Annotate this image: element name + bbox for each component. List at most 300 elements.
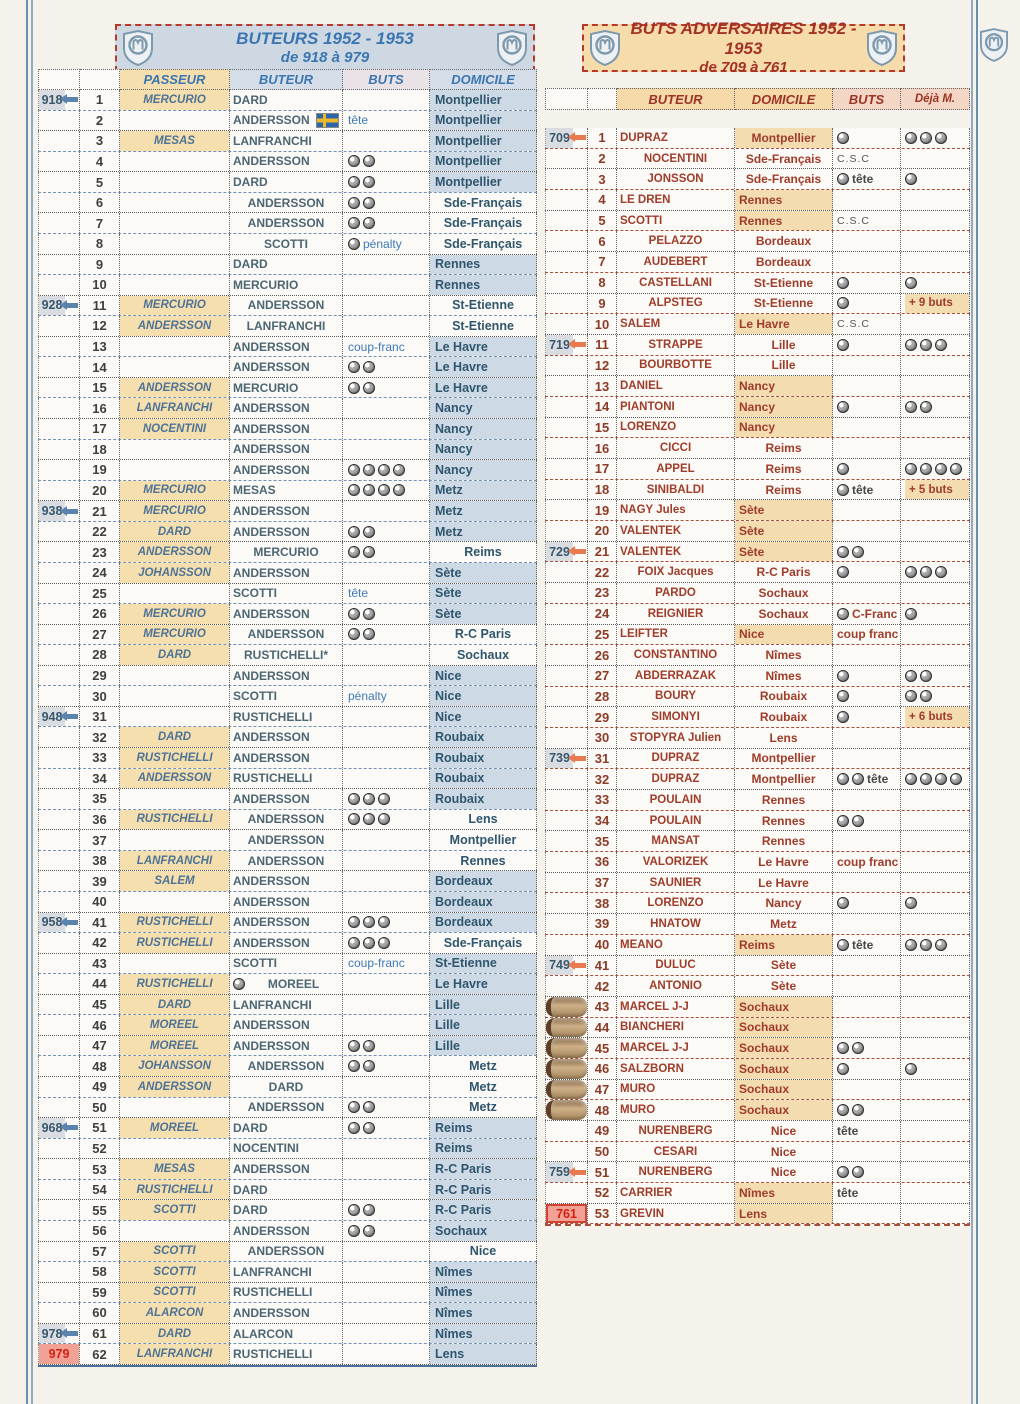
row-number xyxy=(588,273,617,293)
domicile-cell xyxy=(430,316,537,336)
goal-ball-icon xyxy=(348,937,360,949)
row-number xyxy=(80,995,120,1015)
domicile-cell xyxy=(735,314,833,334)
domicile-cell xyxy=(430,830,537,850)
buteur-name: CASTELLANI xyxy=(639,276,712,289)
row-number-text: 1 xyxy=(95,92,104,108)
passeur-name: SALEM xyxy=(120,871,229,891)
buteur-name: ANDERSSON xyxy=(247,833,325,848)
marker-cell xyxy=(38,90,80,110)
goal-ball-icon xyxy=(378,937,390,949)
marker-cell xyxy=(545,893,588,913)
deja-cell xyxy=(901,1142,970,1162)
marker-cell xyxy=(38,1324,80,1344)
row-number-text: 13 xyxy=(594,378,610,394)
domicile-cell xyxy=(735,1018,833,1038)
left-arrow-icon xyxy=(67,97,78,102)
row-number-text: 60 xyxy=(92,1305,107,1321)
passeur-cell xyxy=(120,871,230,891)
row-number-text: 50 xyxy=(594,1144,610,1160)
buts-cell xyxy=(833,666,901,686)
row-number xyxy=(80,974,120,994)
buts-text: C.S.C xyxy=(837,318,871,331)
goal-ball-icon xyxy=(852,815,864,827)
column-header-buteur: BUTEUR xyxy=(230,69,343,90)
buteur-name: MERCURIO xyxy=(253,545,319,560)
buts-text: coup-franc xyxy=(348,339,405,354)
domicile-name: St-Etienne xyxy=(452,318,514,333)
domicile-name: Nîmes xyxy=(435,1264,473,1279)
domicile-cell xyxy=(735,459,833,479)
buteur-name: POULAIN xyxy=(649,814,702,827)
table-row xyxy=(38,1324,537,1345)
goal-ball-icon xyxy=(920,939,932,951)
domicile-cell xyxy=(430,645,537,665)
goal-ball-icon xyxy=(905,897,917,909)
row-number xyxy=(80,1180,120,1200)
buteur-name: DUPRAZ xyxy=(620,131,668,144)
passeur-cell xyxy=(120,1303,230,1323)
buteur-name: VALENTEK xyxy=(620,545,682,558)
passeur-cell xyxy=(120,625,230,645)
marker-cell xyxy=(545,438,588,458)
table-row xyxy=(38,1159,537,1180)
row-number-text: 51 xyxy=(92,1120,107,1136)
passeur-cell xyxy=(120,789,230,809)
marker-cell xyxy=(545,356,588,376)
row-number-text: 56 xyxy=(92,1223,107,1239)
domicile-name: Nîmes xyxy=(435,1326,473,1341)
club-crest-icon xyxy=(867,29,897,67)
left-table-header-row xyxy=(38,69,537,90)
buteur-cell xyxy=(230,563,343,583)
buts-cell xyxy=(343,666,430,686)
marker-cell xyxy=(545,873,588,893)
domicile-name: Lille xyxy=(435,997,461,1012)
sequence-marker: 719 xyxy=(546,335,573,355)
goal-ball-icon xyxy=(837,690,849,702)
table-row xyxy=(38,460,537,481)
goal-ball-icon xyxy=(363,382,375,394)
table-row xyxy=(38,378,537,399)
buteur-cell xyxy=(230,871,343,891)
buts-cell xyxy=(343,255,430,275)
deja-cell xyxy=(901,1204,970,1224)
marker-cell xyxy=(38,440,80,460)
buts-cell xyxy=(343,1200,430,1220)
buteur-name: ANDERSSON xyxy=(233,565,310,580)
domicile-cell xyxy=(430,501,537,521)
row-number-text: 16 xyxy=(594,440,610,456)
row-number-text: 54 xyxy=(92,1182,107,1198)
row-number-text: 59 xyxy=(92,1284,107,1300)
goal-ball-icon xyxy=(378,464,390,476)
deja-cell xyxy=(901,252,970,272)
marker-cell xyxy=(545,480,588,500)
row-number xyxy=(80,933,120,953)
passeur-name: LANFRANCHI xyxy=(120,1344,229,1364)
buteur-cell xyxy=(230,172,343,192)
buteur-cell xyxy=(230,584,343,604)
domicile-cell xyxy=(735,914,833,934)
marker-cell xyxy=(545,707,588,727)
row-number xyxy=(80,152,120,172)
buteur-cell xyxy=(617,521,735,541)
row-number-text: 11 xyxy=(92,297,107,313)
goal-ball-icon xyxy=(378,813,390,825)
domicile-name: Bordeaux xyxy=(755,254,812,269)
buteur-name: CONSTANTINO xyxy=(633,649,718,662)
buts-cell xyxy=(833,1059,901,1079)
table-row xyxy=(38,316,537,337)
table-row xyxy=(38,131,537,152)
row-number xyxy=(80,1036,120,1056)
buteur-cell xyxy=(617,480,735,500)
row-number xyxy=(80,172,120,192)
domicile-cell xyxy=(430,1200,537,1220)
table-row xyxy=(545,811,970,832)
row-number xyxy=(80,542,120,562)
marker-cell xyxy=(38,707,80,727)
deja-cell xyxy=(901,438,970,458)
row-number-text: 61 xyxy=(92,1326,107,1342)
domicile-cell xyxy=(430,378,537,398)
buts-cell xyxy=(833,438,901,458)
buts-cell xyxy=(833,645,901,665)
goal-ball-icon xyxy=(905,132,917,144)
marker-cell xyxy=(38,213,80,233)
buteur-cell xyxy=(617,625,735,645)
buteur-name: ANDERSSON xyxy=(233,1305,310,1320)
buts-cell xyxy=(833,128,901,148)
goal-ball-icon xyxy=(348,361,360,373)
goal-ball-icon xyxy=(905,773,917,785)
domicile-name: Nice xyxy=(435,668,462,683)
row-number xyxy=(80,1221,120,1241)
buteur-cell xyxy=(230,152,343,172)
domicile-cell xyxy=(735,1162,833,1182)
buteurs-table xyxy=(38,90,537,1367)
row-number xyxy=(588,169,617,189)
row-number-text: 7 xyxy=(95,215,104,231)
deja-cell xyxy=(901,1121,970,1141)
buts-cell xyxy=(833,273,901,293)
domicile-cell xyxy=(430,419,537,439)
table-row xyxy=(545,231,970,252)
goal-ball-icon xyxy=(920,670,932,682)
buteur-cell xyxy=(230,1056,343,1076)
domicile-cell xyxy=(735,831,833,851)
table-row xyxy=(38,275,537,296)
row-number xyxy=(80,584,120,604)
domicile-name: Sète xyxy=(739,544,765,559)
buteur-name: CICCI xyxy=(659,442,692,455)
row-number-text: 44 xyxy=(594,1019,610,1035)
buteur-cell xyxy=(230,1344,343,1364)
buteur-name: HNATOW xyxy=(650,917,701,930)
deja-cell xyxy=(901,521,970,541)
domicile-cell xyxy=(735,1183,833,1203)
buteur-cell xyxy=(230,625,343,645)
row-number-text: 11 xyxy=(595,337,609,353)
table-row xyxy=(545,604,970,625)
domicile-cell xyxy=(735,666,833,686)
table-row xyxy=(545,1038,970,1059)
buts-cell xyxy=(833,769,901,789)
marker-cell xyxy=(38,234,80,254)
buts-cell xyxy=(343,1139,430,1159)
domicile-cell xyxy=(735,1142,833,1162)
goal-ball-icon xyxy=(837,608,849,620)
buteur-cell xyxy=(230,1015,343,1035)
marker-cell xyxy=(545,190,588,210)
domicile-name: Le Havre xyxy=(435,339,488,354)
table-row xyxy=(38,172,537,193)
domicile-name: Nîmes xyxy=(739,1185,776,1200)
buteur-name: LEIFTER xyxy=(620,628,668,641)
passeur-name: JOHANSSON xyxy=(120,563,229,583)
buteur-name: ANDERSSON xyxy=(233,339,310,354)
buteur-cell xyxy=(617,231,735,251)
deja-cell xyxy=(901,666,970,686)
table-row xyxy=(545,418,970,439)
row-number xyxy=(588,811,617,831)
domicile-cell xyxy=(735,1038,833,1058)
table-row xyxy=(545,1162,970,1183)
domicile-name: Montpellier xyxy=(751,751,816,766)
domicile-cell xyxy=(735,811,833,831)
row-number xyxy=(588,583,617,603)
passeur-name: MOREEL xyxy=(120,1036,229,1056)
row-number-text: 34 xyxy=(92,770,107,786)
row-number-text: 34 xyxy=(594,813,610,829)
row-number xyxy=(588,542,617,562)
buteur-cell xyxy=(617,1142,735,1162)
domicile-name: Bordeaux xyxy=(755,234,812,249)
domicile-cell xyxy=(735,376,833,396)
passeur-cell xyxy=(120,522,230,542)
buteur-cell xyxy=(230,748,343,768)
goal-ball-icon xyxy=(905,939,917,951)
domicile-cell xyxy=(735,562,833,582)
buts-text: coup-franc xyxy=(348,956,405,971)
table-row xyxy=(545,997,970,1018)
buts-text: coup franc xyxy=(837,854,899,869)
domicile-cell xyxy=(735,294,833,314)
domicile-name: Bordeaux xyxy=(435,894,493,909)
goal-ball-icon xyxy=(905,566,917,578)
domicile-name: Nice xyxy=(770,1165,797,1180)
domicile-name: Metz xyxy=(469,1100,497,1115)
domicile-name: Montpellier xyxy=(751,130,816,145)
domicile-cell xyxy=(735,1100,833,1120)
buteur-name: SALZBORN xyxy=(620,1062,684,1075)
table-row xyxy=(38,1262,537,1283)
domicile-cell xyxy=(430,255,537,275)
table-row xyxy=(38,645,537,666)
buteur-cell xyxy=(617,211,735,231)
buteur-cell xyxy=(617,1204,735,1224)
domicile-cell xyxy=(735,500,833,520)
row-number xyxy=(80,1015,120,1035)
domicile-cell xyxy=(735,149,833,169)
buteur-cell xyxy=(230,378,343,398)
table-row xyxy=(545,1204,970,1225)
domicile-name: Roubaix xyxy=(435,791,485,806)
buts-cell xyxy=(833,893,901,913)
row-number xyxy=(588,1100,617,1120)
table-row xyxy=(38,810,537,831)
marker-cell xyxy=(38,954,80,974)
buteur-cell xyxy=(230,1077,343,1097)
table-row xyxy=(545,1142,970,1163)
domicile-name: Sochaux xyxy=(758,585,809,600)
passeur-name: SCOTTI xyxy=(120,1283,229,1303)
domicile-name: Nice xyxy=(770,1144,797,1159)
domicile-name: Sète xyxy=(770,958,797,973)
buts-cell xyxy=(343,1221,430,1241)
buteur-cell xyxy=(230,954,343,974)
buteur-cell xyxy=(617,190,735,210)
domicile-cell xyxy=(430,131,537,151)
passeur-cell xyxy=(120,172,230,192)
domicile-cell xyxy=(735,749,833,769)
row-number-text: 18 xyxy=(92,441,107,457)
domicile-name: Sochaux xyxy=(435,1223,488,1238)
row-number xyxy=(80,1077,120,1097)
domicile-cell xyxy=(430,1262,537,1282)
goal-ball-icon xyxy=(348,1101,360,1113)
left-arrow-icon xyxy=(575,1170,586,1175)
buteur-cell xyxy=(230,1159,343,1179)
buteur-cell xyxy=(230,974,343,994)
buteur-cell xyxy=(230,255,343,275)
buts-cell xyxy=(833,1080,901,1100)
buteur-cell xyxy=(230,337,343,357)
marker-cell xyxy=(38,337,80,357)
marker-cell xyxy=(545,459,588,479)
buts-cell xyxy=(833,562,901,582)
deja-cell xyxy=(901,314,970,334)
buteur-name: LORENZO xyxy=(647,897,704,910)
marker-cell xyxy=(545,956,588,976)
table-row xyxy=(545,893,970,914)
left-arrow-icon xyxy=(67,303,78,308)
deja-cell xyxy=(901,997,970,1017)
buteur-name: DUPRAZ xyxy=(651,773,700,786)
domicile-cell xyxy=(430,398,537,418)
table-row xyxy=(38,213,537,234)
buts-cell xyxy=(343,1036,430,1056)
row-number xyxy=(588,149,617,169)
marker-cell xyxy=(38,193,80,213)
domicile-name: Nîmes xyxy=(765,648,802,663)
passeur-name: MERCURIO xyxy=(120,625,229,645)
buteur-cell xyxy=(230,727,343,747)
row-number-text: 40 xyxy=(92,894,107,910)
passeur-cell xyxy=(120,666,230,686)
row-number xyxy=(80,296,120,316)
marker-cell xyxy=(38,604,80,624)
row-number xyxy=(588,1142,617,1162)
goal-ball-icon xyxy=(233,978,245,990)
buteur-cell xyxy=(617,273,735,293)
row-number xyxy=(80,398,120,418)
row-number xyxy=(588,1080,617,1100)
domicile-name: St-Etienne xyxy=(753,296,814,311)
marker-cell xyxy=(38,522,80,542)
row-number xyxy=(80,625,120,645)
row-number-text: 57 xyxy=(92,1243,107,1259)
buteur-cell xyxy=(617,149,735,169)
goal-ball-icon xyxy=(363,546,375,558)
sequence-marker: 928 xyxy=(39,296,65,316)
club-crest-icon xyxy=(123,29,153,67)
domicile-name: Nice xyxy=(739,627,765,642)
page-border-line xyxy=(26,0,28,1404)
left-arrow-icon xyxy=(575,342,586,347)
row-number-text: 14 xyxy=(92,359,107,375)
buteur-cell xyxy=(617,728,735,748)
buts-cell xyxy=(343,1242,430,1262)
buts-text: tête xyxy=(867,772,889,787)
marker-cell xyxy=(545,583,588,603)
passeur-cell xyxy=(120,769,230,789)
row-number xyxy=(80,1344,120,1364)
buts-cell xyxy=(343,213,430,233)
domicile-name: Sochaux xyxy=(739,1041,790,1056)
domicile-cell xyxy=(735,935,833,955)
deja-cell xyxy=(901,169,970,189)
goal-ball-icon xyxy=(348,608,360,620)
goal-ball-icon xyxy=(837,297,849,309)
buteur-name: PARDO xyxy=(655,586,696,599)
buts-cell xyxy=(343,131,430,151)
table-row xyxy=(38,727,537,748)
buteur-cell xyxy=(230,1118,343,1138)
domicile-cell xyxy=(430,727,537,747)
table-row xyxy=(38,933,537,954)
row-number xyxy=(588,231,617,251)
passeur-cell xyxy=(120,830,230,850)
passeur-name: SCOTTI xyxy=(120,1200,229,1220)
marker-cell xyxy=(38,1180,80,1200)
table-row xyxy=(545,149,970,170)
domicile-cell xyxy=(430,933,537,953)
buts-text: C-Franc xyxy=(852,606,898,621)
passeur-name: DARD xyxy=(120,995,229,1015)
domicile-cell xyxy=(430,1180,537,1200)
buteur-name: RUSTICHELLI xyxy=(233,1347,313,1362)
domicile-name: Rennes xyxy=(761,792,806,807)
buteur-name: ANDERSSON xyxy=(247,627,325,642)
domicile-cell xyxy=(430,707,537,727)
marker-cell xyxy=(545,935,588,955)
buts-cell xyxy=(833,211,901,231)
passeur-cell xyxy=(120,1324,230,1344)
domicile-cell xyxy=(735,542,833,562)
marker-cell xyxy=(545,294,588,314)
row-number xyxy=(80,1159,120,1179)
table-row xyxy=(38,604,537,625)
buteur-name: ANDERSSON xyxy=(247,1059,325,1074)
buteur-cell xyxy=(617,1038,735,1058)
row-number-text: 17 xyxy=(594,461,610,477)
buts-cell xyxy=(343,275,430,295)
buts-cell xyxy=(833,231,901,251)
table-row xyxy=(38,1015,537,1036)
domicile-name: Nancy xyxy=(739,399,776,414)
